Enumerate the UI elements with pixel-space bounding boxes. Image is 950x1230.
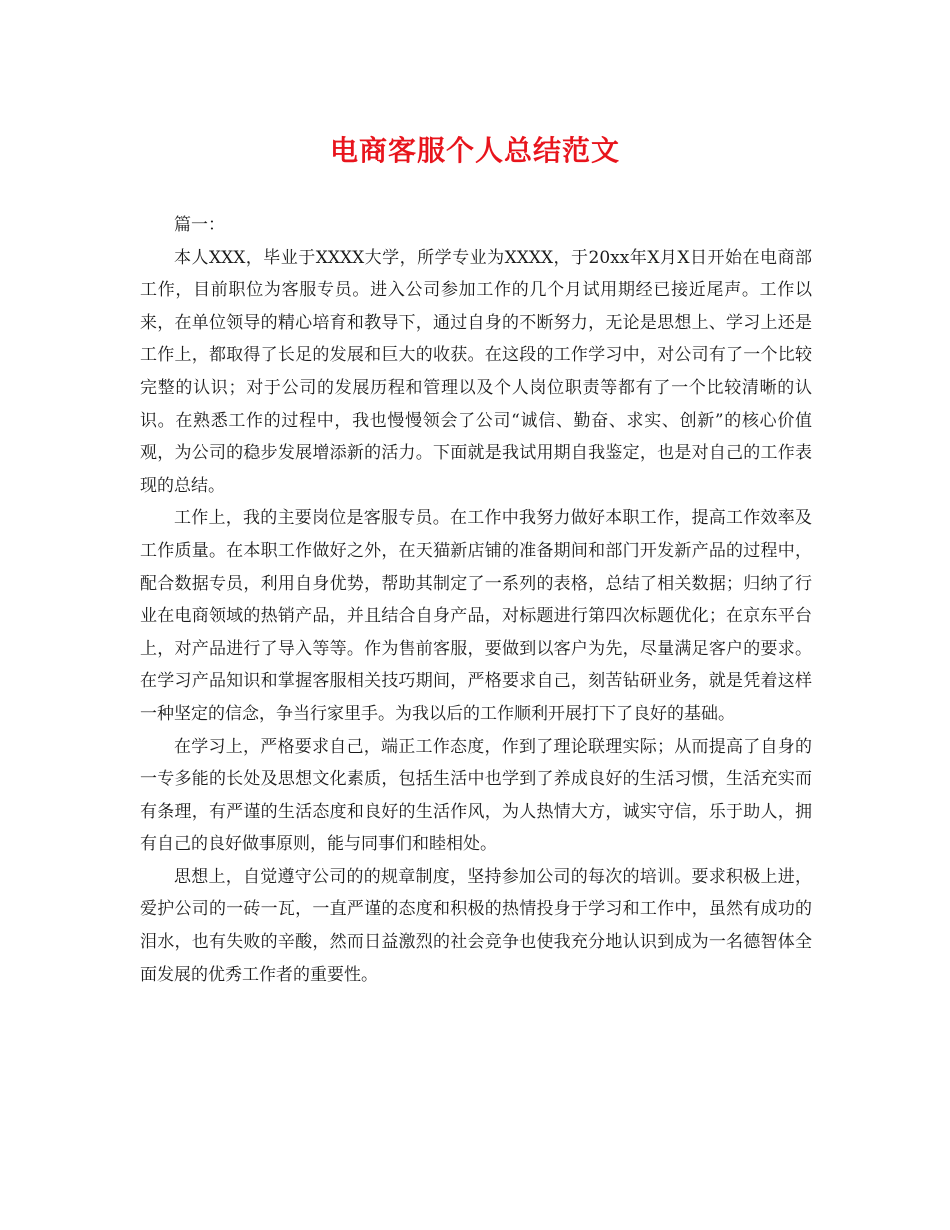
document-title: 电商客服个人总结范文 <box>329 134 620 167</box>
section-label: 篇一： <box>174 215 225 235</box>
document-body <box>140 209 812 991</box>
paragraph-thought: 思想上，自觉遵守公司的的规章制度，坚持参加公司的每次的培训。要求积极上进，爱护公司的一砖一瓦，一直严谨的态度和积极的热情投身于学习和工作中，虽然有成功的泪水，也有失败的辛酸，然而日益激烈的社会竞争也使我充分地认识到成为一名德智体全面发展的优秀工作者的重要性。 <box>140 866 812 985</box>
paragraph-study: 在学习上，严格要求自己，端正工作态度，作到了理论联理实际；从而提高了自身的一专多能的长处及思想文化素质，包括生活中也学到了养成良好的生活习惯，生活充实而有条理，有严谨的生活态度和良好的生活作风，为人热情大方，诚实守信，乐于助人，拥有自己的良好做事原则，能与同事们和睦相处。 <box>140 736 812 855</box>
paragraph-work: 工作上，我的主要岗位是客服专员。在工作中我努力做好本职工作，提高工作效率及工作质量。在本职工作做好之外，在天猫新店铺的准备期间和部门开发新产品的过程中，配合数据专员，利用自身优势，帮助其制定了一系列的表格，总结了相关数据；归纳了行业在电商领域的热销产品，并且结合自身产品，对标题进行第四次标题优化；在京东平台上，对产品进行了导入等等。作为售前客服，要做到以客户为先，尽量满足客户的要求。在学习产品知识和掌握客服相关技巧期间，严格要求自己，刻苦钻研业务，就是凭着这样一种坚定的信念，争当行家里手。为我以后的工作顺利开展打下了良好的基础。 <box>140 508 812 724</box>
paragraph-intro: 本人XXX，毕业于XXXX大学，所学专业为XXXX，于20xx年X月X日开始在电商部工作，目前职位为客服专员。进入公司参加工作的几个月试用期经已接近尾声。工作以来，在单位领导的精心培育和教导下，通过自身的不断努力，无论是思想上、学习上还是工作上，都取得了长足的发展和巨大的收获。在这段的工作学习中，对公司有了一个比较完整的认识；对于公司的发展历程和管理以及个人岗位职责等都有了一个比较清晰的认识。在熟悉工作的过程中，我也慢慢领会了公司“诚信、勤奋、求实、创新”的核心价值观，为公司的稳步发展增添新的活力。下面就是我试用期自我鉴定，也是对自己的工作表现的总结。 <box>140 247 812 496</box>
